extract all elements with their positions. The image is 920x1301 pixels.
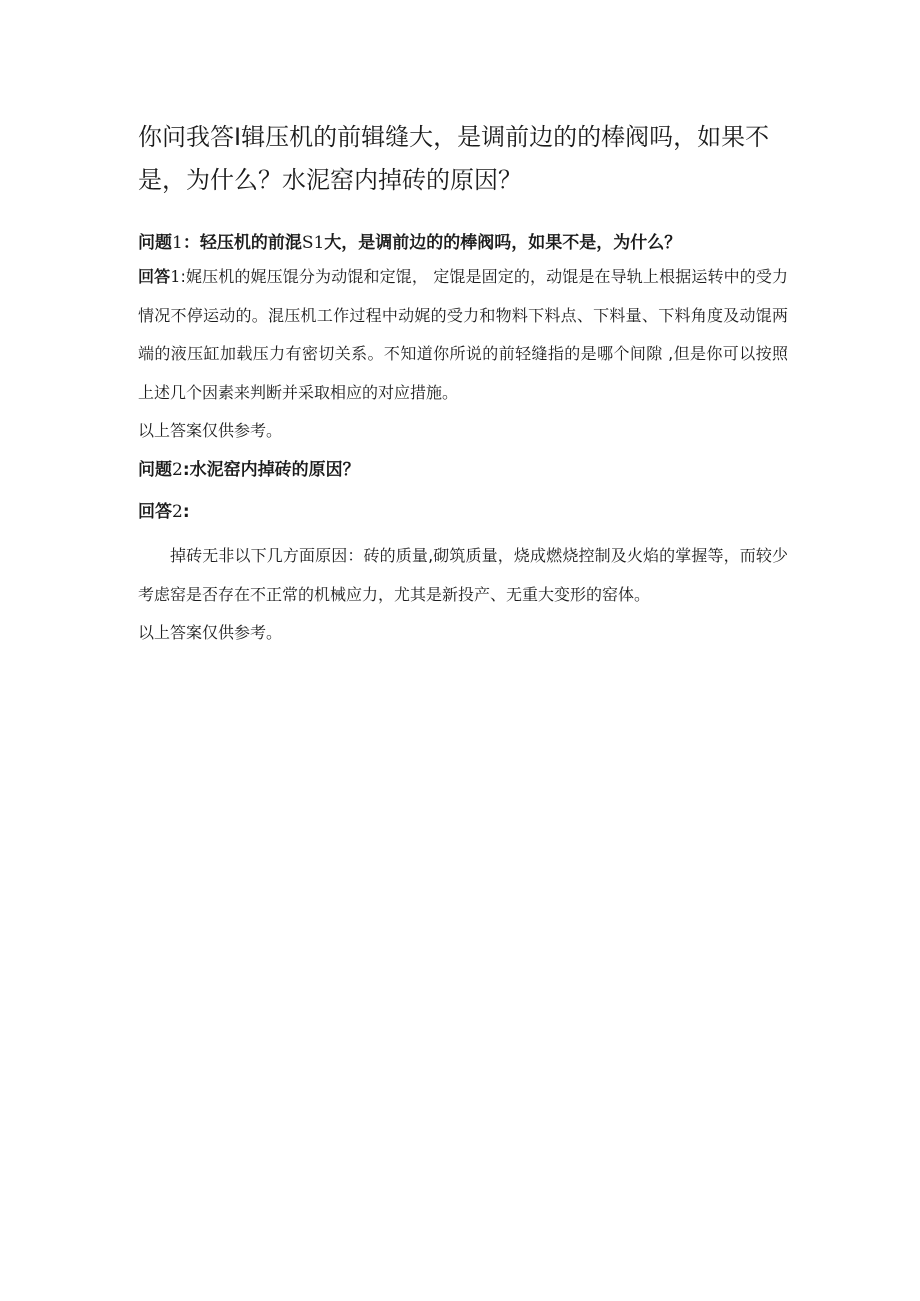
question-1-separator: ： xyxy=(182,233,200,253)
answer-1-closing: 以上答案仅供参考。 xyxy=(138,421,283,441)
question-1-number: 1 xyxy=(172,233,183,253)
document-content xyxy=(138,116,788,653)
answer-1-number: 1 xyxy=(170,267,181,286)
question-1-text-a: 轻压机的前混 xyxy=(199,233,302,253)
answer-2-number: 2 xyxy=(172,501,183,522)
answer-2-separator: : xyxy=(182,501,190,522)
question-2-separator: : xyxy=(182,459,190,480)
document-title: 你问我答Ⅰ辑压机的前辑缝大，是调前边的的棒阀吗，如果不是，为什么？水泥窑内掉砖的原因？ xyxy=(138,123,770,194)
answer-1 xyxy=(138,258,788,412)
question-2-label: 问题 xyxy=(138,459,172,480)
answer-1-text: 娓压机的娓压馄分为动馄和定馄， 定馄是固定的，动馄是在导轨上根据运转中的受力情况不停运动的。混压机工作过程中动娓的受力和物料下料点、下料量、下料角度及动馄两端的液压缸加载压力有密切关系。不知道你所说的前轻缝指的是哪个间隙 ,但是你可以按照上述几个因素来判断并采取相应的对应措施。 xyxy=(138,267,788,402)
question-1-label: 问题 xyxy=(138,233,172,253)
question-2-text: 水泥窑内掉砖的原因？ xyxy=(189,459,360,480)
answer-2-text: 掉砖无非以下几方面原因：砖的质量,砌筑质量，烧成燃烧控制及火焰的掌握等，而较少考虑窑是否存在不正常的机械应力，尤其是新投产、无重大变形的窑体。 xyxy=(138,545,788,604)
answer-2-heading xyxy=(138,497,788,527)
question-1-text-mid: S1 xyxy=(301,233,325,253)
question-2 xyxy=(138,455,788,485)
question-1-text-b: 大，是调前边的的棒阀吗，如果不是，为什么？ xyxy=(324,233,682,253)
answer-2-label: 回答 xyxy=(138,501,172,522)
answer-1-separator: : xyxy=(180,267,186,286)
answer-2-closing: 以上答案仅供参考。 xyxy=(138,623,283,643)
answer-1-label: 回答 xyxy=(138,267,171,286)
question-2-number: 2 xyxy=(172,459,183,480)
question-1 xyxy=(138,228,788,258)
